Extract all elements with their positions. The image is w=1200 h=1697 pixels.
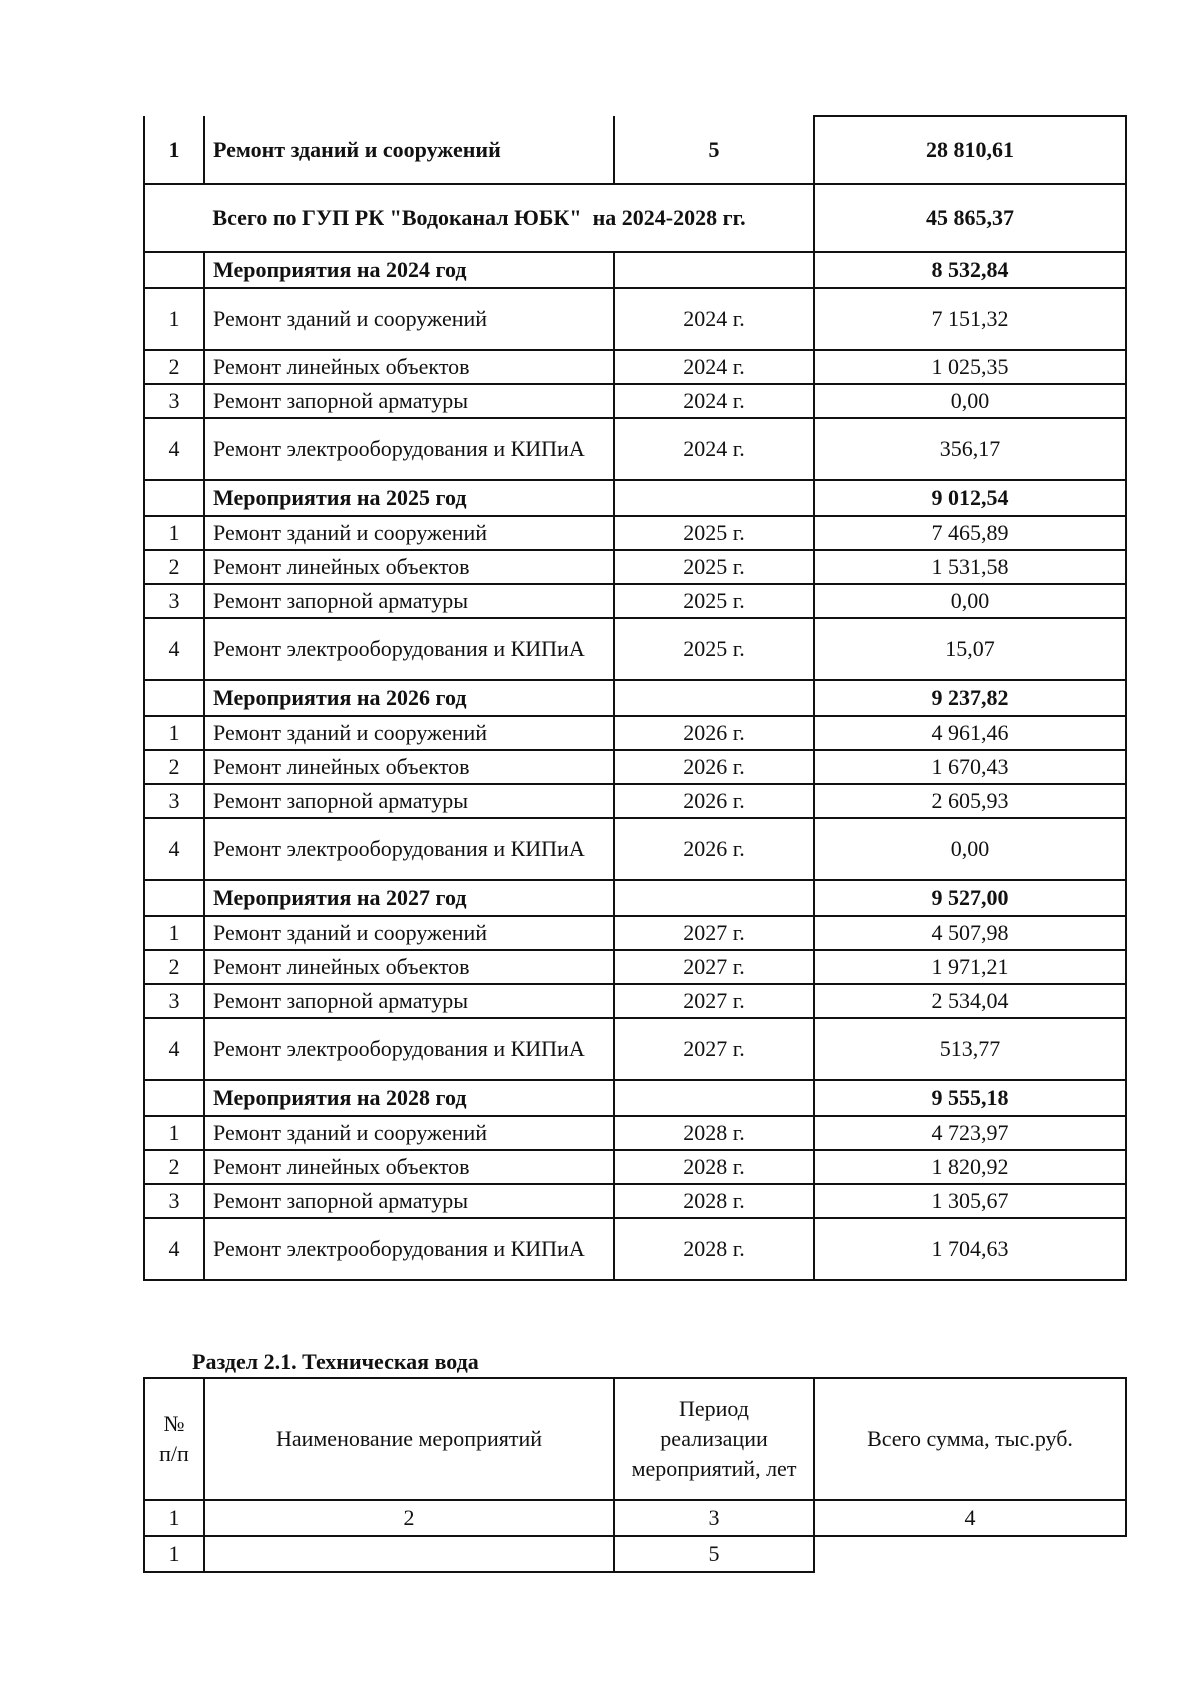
- row-name: Ремонт электрооборудования и КИПиА: [204, 418, 614, 480]
- row-number: 2: [144, 550, 204, 584]
- row-sum: 2 534,04: [814, 984, 1126, 1018]
- row-sum: 4 723,97: [814, 1116, 1126, 1150]
- row-sum: 356,17: [814, 418, 1126, 480]
- row-period: 2024 г.: [614, 350, 814, 384]
- table-row: [144, 1150, 1126, 1184]
- row-period: [614, 880, 814, 916]
- row-sum: 0,00: [814, 384, 1126, 418]
- table-row: [144, 984, 1126, 1018]
- row-number: 4: [144, 418, 204, 480]
- row-name: Ремонт запорной арматуры: [204, 784, 614, 818]
- row-sum: 1 025,35: [814, 350, 1126, 384]
- header-period: Период реализации мероприятий, лет: [614, 1378, 814, 1500]
- year-title: Мероприятия на 2025 год: [204, 480, 614, 516]
- row-number: 3: [144, 784, 204, 818]
- row-sum: 4 961,46: [814, 716, 1126, 750]
- row-name: Ремонт линейных объектов: [204, 550, 614, 584]
- row-sum: 1 971,21: [814, 950, 1126, 984]
- table-row: [144, 1218, 1126, 1280]
- year-title: Мероприятия на 2026 год: [204, 680, 614, 716]
- row-name: Ремонт зданий и сооружений: [204, 516, 614, 550]
- index-cell: 1: [144, 1500, 204, 1536]
- row-number: 3: [144, 1184, 204, 1218]
- row-sum: 4 507,98: [814, 916, 1126, 950]
- table-row: [144, 950, 1126, 984]
- row-number: 4: [144, 618, 204, 680]
- header-sum: Всего сумма, тыс.руб.: [814, 1378, 1126, 1500]
- row-number: 2: [144, 750, 204, 784]
- year-header-row: [144, 480, 1126, 516]
- year-title: Мероприятия на 2027 год: [204, 880, 614, 916]
- row-sum: 1 704,63: [814, 1218, 1126, 1280]
- row-period: 2028 г.: [614, 1184, 814, 1218]
- row-period: 5: [614, 1536, 814, 1572]
- table-row: [144, 1116, 1126, 1150]
- table-row: [144, 418, 1126, 480]
- grand-total-label: Всего по ГУП РК "Водоканал ЮБК" на 2024-2028 гг.: [144, 184, 814, 252]
- row-period: 2025 г.: [614, 550, 814, 584]
- row-sum: 1 820,92: [814, 1150, 1126, 1184]
- row-period: 2028 г.: [614, 1218, 814, 1280]
- row-period: 2028 г.: [614, 1150, 814, 1184]
- row-number: 4: [144, 1218, 204, 1280]
- row-period: 2027 г.: [614, 950, 814, 984]
- row-number: 1: [144, 516, 204, 550]
- grand-total-sum: 45 865,37: [814, 184, 1126, 252]
- row-period: 2024 г.: [614, 384, 814, 418]
- index-cell: 2: [204, 1500, 614, 1536]
- row-number: [144, 480, 204, 516]
- row-name: Ремонт электрооборудования и КИПиА: [204, 618, 614, 680]
- table-row: [144, 288, 1126, 350]
- year-total: 9 237,82: [814, 680, 1126, 716]
- row-sum: 0,00: [814, 818, 1126, 880]
- row-number: 3: [144, 984, 204, 1018]
- index-row: [144, 1500, 1126, 1536]
- row-number: 3: [144, 584, 204, 618]
- row-name: Ремонт линейных объектов: [204, 1150, 614, 1184]
- repair-plan-table: [143, 115, 1127, 1281]
- grand-total-row: [144, 184, 1126, 252]
- row-period: [614, 680, 814, 716]
- row-name: Ремонт запорной арматуры: [204, 384, 614, 418]
- table-row: [144, 784, 1126, 818]
- row-period: 2026 г.: [614, 818, 814, 880]
- row-number: 1: [144, 1116, 204, 1150]
- row-number: 2: [144, 950, 204, 984]
- row-number: [144, 680, 204, 716]
- row-period: 2024 г.: [614, 418, 814, 480]
- table-row: [144, 550, 1126, 584]
- row-period: [614, 480, 814, 516]
- row-sum: 2 605,93: [814, 784, 1126, 818]
- row-name: Ремонт электрооборудования и КИПиА: [204, 1018, 614, 1080]
- row-name: Ремонт зданий и сооружений: [204, 116, 614, 184]
- year-header-row: [144, 252, 1126, 288]
- row-period: 2027 г.: [614, 916, 814, 950]
- row-period: 5: [614, 116, 814, 184]
- row-name: Ремонт запорной арматуры: [204, 984, 614, 1018]
- table-row: [144, 1018, 1126, 1080]
- row-period: 2026 г.: [614, 750, 814, 784]
- row-sum: 7 465,89: [814, 516, 1126, 550]
- table-row: [144, 750, 1126, 784]
- year-total: 8 532,84: [814, 252, 1126, 288]
- header-name: Наименование мероприятий: [204, 1378, 614, 1500]
- row-number: 4: [144, 818, 204, 880]
- row-number: 3: [144, 384, 204, 418]
- row-period: 2027 г.: [614, 984, 814, 1018]
- row-period: 2028 г.: [614, 1116, 814, 1150]
- table-row: [144, 618, 1126, 680]
- row-name: Ремонт запорной арматуры: [204, 584, 614, 618]
- table-row: [144, 1184, 1126, 1218]
- table-row: [144, 818, 1126, 880]
- row-period: 2024 г.: [614, 288, 814, 350]
- row-name: Ремонт линейных объектов: [204, 750, 614, 784]
- row-period: 2026 г.: [614, 784, 814, 818]
- row-number: 1: [144, 116, 204, 184]
- row-period: 2025 г.: [614, 584, 814, 618]
- table-row: [144, 116, 1126, 184]
- index-cell: 3: [614, 1500, 814, 1536]
- table-row: [144, 1536, 1126, 1572]
- year-header-row: [144, 680, 1126, 716]
- header-row: [144, 1378, 1126, 1500]
- row-sum: 1 531,58: [814, 550, 1126, 584]
- row-name: Ремонт линейных объектов: [204, 950, 614, 984]
- row-period: 2027 г.: [614, 1018, 814, 1080]
- row-sum: 1 670,43: [814, 750, 1126, 784]
- row-number: 1: [144, 716, 204, 750]
- row-number: [144, 252, 204, 288]
- row-name: Ремонт электрооборудования и КИПиА: [204, 1218, 614, 1280]
- row-number: 4: [144, 1018, 204, 1080]
- row-name: Ремонт запорной арматуры: [204, 1184, 614, 1218]
- row-period: 2025 г.: [614, 618, 814, 680]
- year-title: Мероприятия на 2024 год: [204, 252, 614, 288]
- row-name: Ремонт зданий и сооружений: [204, 916, 614, 950]
- row-name: Ремонт зданий и сооружений: [204, 1116, 614, 1150]
- year-total: 9 555,18: [814, 1080, 1126, 1116]
- row-name: Ремонт линейных объектов: [204, 350, 614, 384]
- row-sum: 7 151,32: [814, 288, 1126, 350]
- row-number: [144, 880, 204, 916]
- row-number: 1: [144, 916, 204, 950]
- row-name: [204, 1536, 614, 1572]
- row-sum: 0,00: [814, 584, 1126, 618]
- row-number: 2: [144, 1150, 204, 1184]
- index-cell: 4: [814, 1500, 1126, 1536]
- row-number: 2: [144, 350, 204, 384]
- row-period: 2026 г.: [614, 716, 814, 750]
- row-name: Ремонт зданий и сооружений: [204, 716, 614, 750]
- row-period: [614, 1080, 814, 1116]
- table-row: [144, 384, 1126, 418]
- table-row: [144, 516, 1126, 550]
- row-name: Ремонт электрооборудования и КИПиА: [204, 818, 614, 880]
- table-row: [144, 716, 1126, 750]
- year-header-row: [144, 1080, 1126, 1116]
- section-title: Раздел 2.1. Техническая вода: [192, 1349, 479, 1374]
- row-sum: [814, 1536, 1126, 1572]
- row-number: [144, 1080, 204, 1116]
- table-row: [144, 584, 1126, 618]
- year-total: 9 012,54: [814, 480, 1126, 516]
- row-sum: 15,07: [814, 618, 1126, 680]
- year-title: Мероприятия на 2028 год: [204, 1080, 614, 1116]
- row-sum: 28 810,61: [814, 116, 1126, 184]
- row-number: 1: [144, 288, 204, 350]
- row-period: [614, 252, 814, 288]
- table-row: [144, 916, 1126, 950]
- row-name: Ремонт зданий и сооружений: [204, 288, 614, 350]
- year-total: 9 527,00: [814, 880, 1126, 916]
- table-row: [144, 350, 1126, 384]
- row-period: 2025 г.: [614, 516, 814, 550]
- row-sum: 1 305,67: [814, 1184, 1126, 1218]
- header-number: № п/п: [144, 1378, 204, 1500]
- year-header-row: [144, 880, 1126, 916]
- row-number: 1: [144, 1536, 204, 1572]
- row-sum: 513,77: [814, 1018, 1126, 1080]
- technical-water-table: [143, 1377, 1127, 1573]
